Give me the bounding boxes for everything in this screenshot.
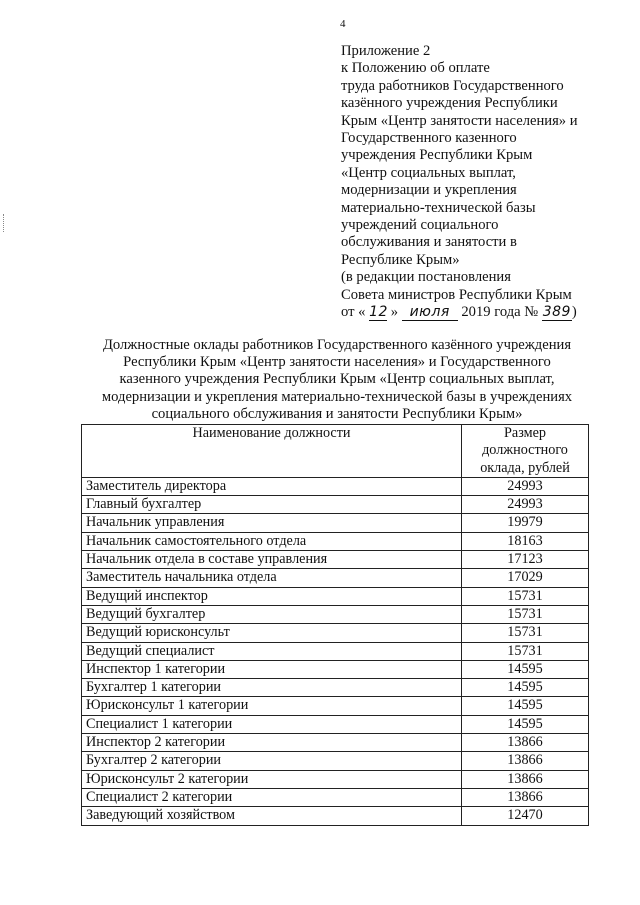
annex-line: Совета министров Республики Крым [341, 286, 572, 303]
position-cell: Юрисконсульт 1 категории [82, 697, 462, 715]
position-cell: Начальник самостоятельного отдела [82, 532, 462, 550]
salary-cell: 15731 [462, 624, 589, 642]
salary-cell: 15731 [462, 605, 589, 623]
date-day-handwritten: 12 [369, 304, 388, 321]
annex-line: учреждения Республики Крым [341, 147, 533, 164]
header-salary-line: должностного [482, 442, 568, 459]
annex-date-line [341, 304, 601, 321]
salary-cell: 18163 [462, 532, 589, 550]
table-row [82, 605, 589, 623]
table-row [82, 770, 589, 788]
resolution-number-handwritten: 389 [542, 304, 571, 321]
position-cell: Ведущий юрисконсульт [82, 624, 462, 642]
table-row [82, 715, 589, 733]
annex-line: Государственного казенного [341, 130, 517, 147]
position-cell: Ведущий бухгалтер [82, 605, 462, 623]
salary-cell: 19979 [462, 514, 589, 532]
salary-cell: 15731 [462, 642, 589, 660]
position-cell: Специалист 2 категории [82, 788, 462, 806]
salary-cell: 14595 [462, 660, 589, 678]
position-cell: Ведущий специалист [82, 642, 462, 660]
annex-line: «Центр социальных выплат, [341, 164, 516, 181]
salary-cell: 14595 [462, 697, 589, 715]
salary-cell: 14595 [462, 715, 589, 733]
title-line: Должностные оклады работников Государственного казённого учреждения [102, 337, 572, 353]
column-header-position: Наименование должности [82, 425, 462, 478]
position-cell: Заместитель директора [82, 477, 462, 495]
position-cell: Юрисконсульт 2 категории [82, 770, 462, 788]
position-cell: Ведущий инспектор [82, 587, 462, 605]
annex-line: труда работников Государственного [341, 77, 564, 94]
table-row [82, 624, 589, 642]
table-row [82, 752, 589, 770]
salary-cell: 12470 [462, 807, 589, 825]
salary-cell: 17123 [462, 551, 589, 569]
position-cell: Специалист 1 категории [82, 715, 462, 733]
salary-cell: 15731 [462, 587, 589, 605]
title-line: казенного учреждения Республики Крым «Центр социальных выплат, [119, 371, 555, 388]
title-line: Республики Крым «Центр занятости населения» и Государственного [123, 354, 551, 371]
table-body [82, 477, 589, 825]
title-line: социального обслуживания и занятости Республики Крым» [151, 405, 523, 422]
date-year: 2019 года № [461, 304, 539, 321]
date-prefix: от « [341, 304, 366, 321]
annex-line: к Положению об оплате [341, 60, 490, 77]
table-row [82, 807, 589, 825]
header-salary-line: оклада, рублей [480, 459, 570, 476]
annex-line: (в редакции постановления [341, 269, 511, 286]
table-row [82, 788, 589, 806]
annex-line: казённого учреждения Республики [341, 95, 558, 112]
date-suffix: ) [571, 304, 577, 321]
table-row [82, 660, 589, 678]
salary-cell: 13866 [462, 788, 589, 806]
salary-table [81, 424, 589, 826]
annex-line: учреждений социального [341, 217, 499, 234]
table-row [82, 514, 589, 532]
position-cell: Заведующий хозяйством [82, 807, 462, 825]
table-row [82, 679, 589, 697]
position-cell: Бухгалтер 2 категории [82, 752, 462, 770]
position-cell: Бухгалтер 1 категории [82, 679, 462, 697]
table-header-row [82, 425, 589, 478]
salary-cell: 13866 [462, 770, 589, 788]
document-title [78, 337, 596, 423]
page-number: 4 [340, 18, 346, 30]
position-cell: Инспектор 1 категории [82, 660, 462, 678]
table-row [82, 551, 589, 569]
salary-cell: 17029 [462, 569, 589, 587]
annex-line: модернизации и укрепления [341, 182, 517, 199]
salary-cell: 13866 [462, 734, 589, 752]
table-row [82, 587, 589, 605]
annex-line: обслуживания и занятости в [341, 234, 517, 251]
position-cell: Заместитель начальника отдела [82, 569, 462, 587]
salary-cell: 14595 [462, 679, 589, 697]
table-row [82, 532, 589, 550]
position-cell: Инспектор 2 категории [82, 734, 462, 752]
salary-cell: 13866 [462, 752, 589, 770]
position-cell: Начальник управления [82, 514, 462, 532]
annex-line: Крым «Центр занятости населения» и [341, 112, 578, 129]
table-row [82, 734, 589, 752]
column-header-salary [462, 425, 589, 478]
salary-cell: 24993 [462, 477, 589, 495]
annex-line: материально-технической базы [341, 199, 536, 216]
position-cell: Начальник отдела в составе управления [82, 551, 462, 569]
table-row [82, 642, 589, 660]
date-mid: » [390, 304, 399, 321]
position-cell: Главный бухгалтер [82, 496, 462, 514]
table-row [82, 477, 589, 495]
annex-line: Республике Крым» [341, 251, 460, 268]
annex-header [341, 43, 601, 322]
table-row [82, 569, 589, 587]
annex-line: Приложение 2 [341, 43, 431, 59]
salary-cell: 24993 [462, 496, 589, 514]
date-month-handwritten: июля [402, 305, 458, 321]
table-row [82, 496, 589, 514]
header-salary-line: Размер [504, 425, 546, 441]
margin-mark [3, 214, 6, 232]
table-row [82, 697, 589, 715]
title-line: модернизации и укрепления материально-технической базы в учреждениях [101, 388, 573, 405]
